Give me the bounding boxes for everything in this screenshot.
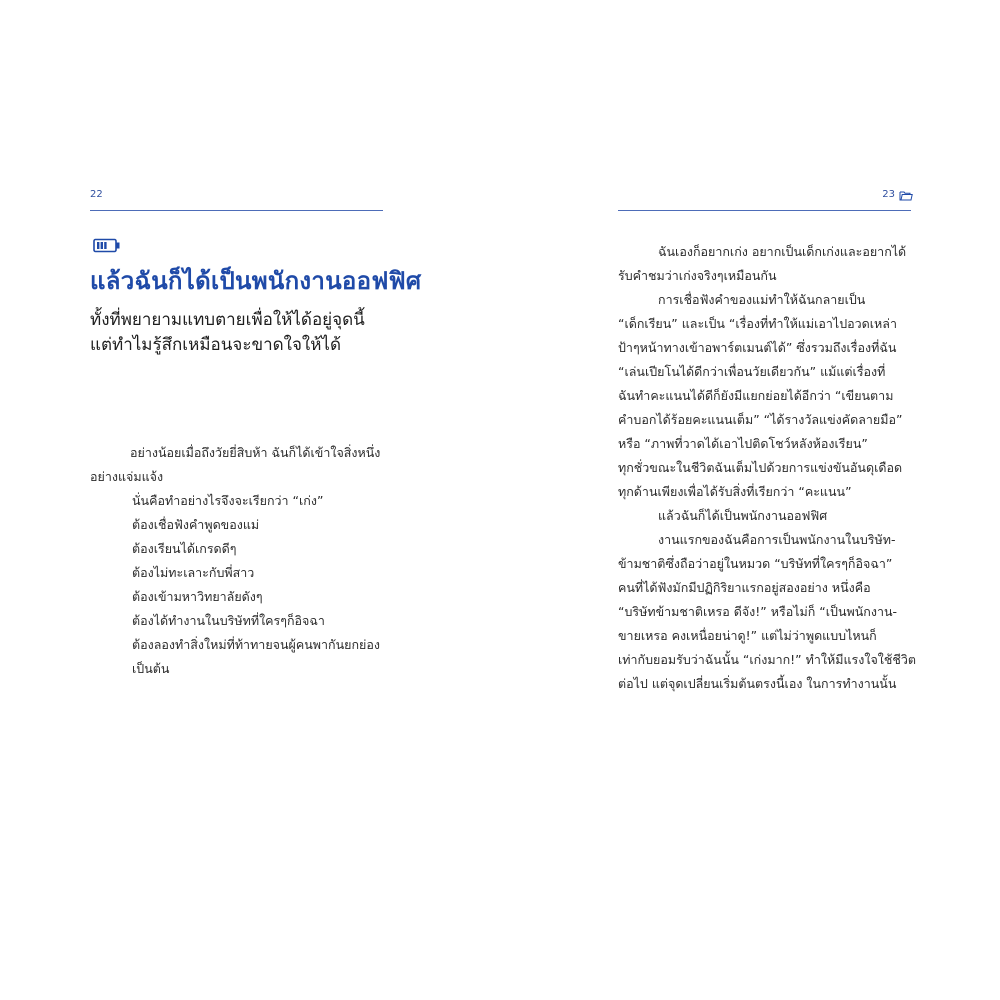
list-line: เป็นต้น — [132, 661, 170, 676]
list-line: นั่นคือทำอย่างไรจึงจะเรียกว่า “เก่ง” — [132, 493, 324, 508]
subtitle-line: แต่ทำไมรู้สึกเหมือนจะขาดใจให้ได้ — [90, 335, 342, 355]
page-number-right-text: 23 — [882, 189, 895, 200]
paragraph-line: คำบอกได้ร้อยคะแนนเต็ม” “ได้รางวัลแข่งคัดลายมือ” — [618, 412, 903, 427]
list-line: ต้องเชื่อฟังคำพูดของแม่ — [132, 517, 260, 532]
paragraph-line: อย่างน้อยเมื่อถึงวัยยี่สิบห้า ฉันก็ได้เข้าใจสิ่งหนึ่ง — [130, 445, 381, 460]
chapter-subtitle — [90, 308, 390, 358]
paragraph-line: ป้าๆหน้าทางเข้าอพาร์ตเมนต์ได้” ซึ่งรวมถึงเรื่องที่ฉัน — [618, 340, 897, 355]
paragraph-line: ทุกด้านเพียงเพื่อได้รับสิ่งที่เรียกว่า “คะแนน” — [618, 484, 852, 499]
paragraph-line: “เล่นเปียโนได้ดีกว่าเพื่อนวัยเดียวกัน” แม้แต่เรื่องที่ — [618, 364, 886, 379]
paragraph-line: คนที่ได้ฟังมักมีปฏิกิริยาแรกอยู่สองอย่าง หนึ่งคือ — [618, 580, 871, 595]
paragraph-line: รับคำชมว่าเก่งจริงๆเหมือนกัน — [618, 268, 777, 283]
battery-low-icon — [93, 238, 121, 253]
chapter-title: แล้วฉันก็ได้เป็นพนักงานออฟฟิศ — [90, 267, 422, 295]
paragraph-line: เท่ากับยอมรับว่าฉันนั้น “เก่งมาก!” ทำให้มีแรงใจใช้ชีวิต — [618, 652, 916, 667]
paragraph-line: ต่อไป แต่จุดเปลี่ยนเริ่มต้นตรงนี้เอง ในการทำงานนั้น — [618, 676, 897, 691]
list-line: ต้องเรียนได้เกรดดีๆ — [132, 541, 237, 556]
paragraph-line: ทุกชั่วขณะในชีวิตฉันเต็มไปด้วยการแข่งขันอันดุเดือด — [618, 460, 903, 475]
paragraph-line: ฉันเองก็อยากเก่ง อยากเป็นเด็กเก่งและอยากได้ — [658, 244, 907, 259]
paragraph-line: อย่างแจ่มแจ้ง — [90, 469, 164, 484]
page-number-left: 22 — [90, 189, 103, 200]
paragraph-line: ข้ามชาติซึ่งถือว่าอยู่ในหมวด “บริษัทที่ใครๆก็อิจฉา” — [618, 556, 893, 571]
folder-outline-icon — [899, 190, 913, 201]
paragraph-line: “บริษัทข้ามชาติเหรอ ดีจัง!” หรือไม่ก็ “เป็นพนักงาน- — [618, 604, 898, 619]
right-body-text — [618, 240, 918, 696]
list-line: ต้องเข้ามหาวิทยาลัยดังๆ — [132, 589, 263, 604]
paragraph-line: การเชื่อฟังคำของแม่ทำให้ฉันกลายเป็น — [658, 292, 866, 307]
header-rule-left — [90, 210, 383, 211]
subtitle-line: ทั้งที่พยายามแทบตายเพื่อให้ได้อยู่จุดนี้ — [90, 310, 365, 330]
paragraph-line: หรือ “ภาพที่วาดได้เอาไปติดโชว์หลังห้องเรียน” — [618, 436, 868, 451]
paragraph-line: “เด็กเรียน” และเป็น “เรื่องที่ทำให้แม่เอาไปอวดเหล่า — [618, 316, 897, 331]
paragraph-line: ฉันทำคะแนนได้ดีก็ยังมีแยกย่อยได้อีกว่า “เขียนตาม — [618, 388, 894, 403]
header-rule-right — [618, 210, 911, 211]
paragraph-line: ขายเหรอ คงเหนื่อยน่าดู!” แต่ไม่ว่าพูดแบบไหนก็ — [618, 628, 877, 643]
list-line: ต้องได้ทำงานในบริษัทที่ใครๆก็อิจฉา — [132, 613, 325, 628]
list-line: ต้องลองทำสิ่งใหม่ที่ท้าทายจนผู้คนพากันยกย่อง — [132, 637, 380, 652]
page-number-right — [882, 189, 913, 201]
left-body-text — [90, 441, 390, 681]
paragraph-line: แล้วฉันก็ได้เป็นพนักงานออฟฟิศ — [658, 508, 828, 523]
paragraph-line: งานแรกของฉันคือการเป็นพนักงานในบริษัท- — [658, 532, 896, 547]
list-line: ต้องไม่ทะเลาะกับพี่สาว — [132, 565, 255, 580]
